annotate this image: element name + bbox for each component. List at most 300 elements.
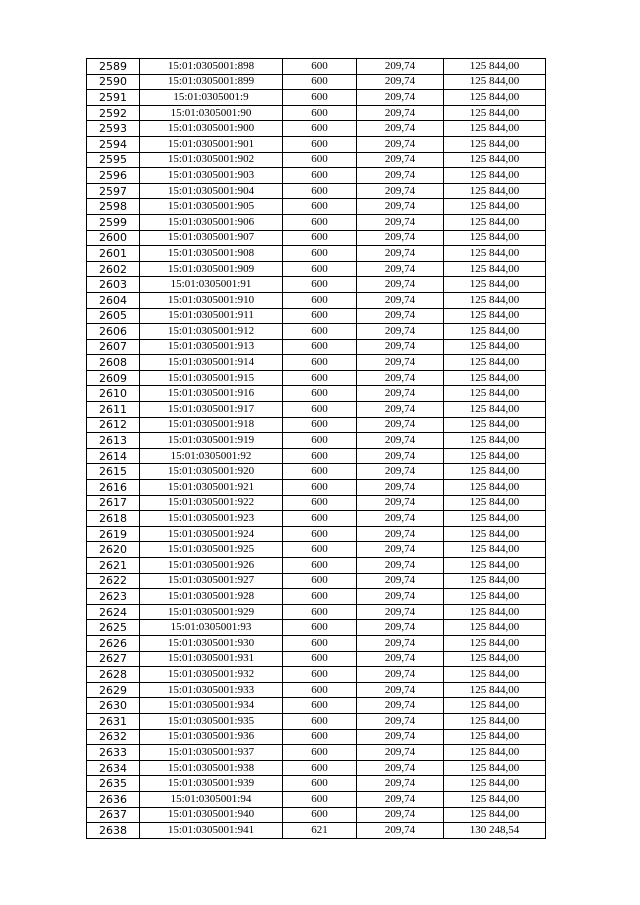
specific-value-cell: 209,74 [357,417,444,433]
row-number-cell: 2604 [87,292,140,308]
table-row [87,682,546,698]
area-cell: 600 [283,292,357,308]
specific-value-cell: 209,74 [357,620,444,636]
cadastral-value-cell: 125 844,00 [444,480,546,496]
cadastral-value-cell: 125 844,00 [444,667,546,683]
cadastral-number-cell: 15:01:0305001:907 [140,230,283,246]
cadastral-number-cell: 15:01:0305001:941 [140,823,283,839]
cadastral-number-cell: 15:01:0305001:915 [140,370,283,386]
cadastral-number-cell: 15:01:0305001:901 [140,136,283,152]
row-number-cell: 2599 [87,214,140,230]
table-row [87,152,546,168]
area-cell: 600 [283,90,357,106]
cadastral-value-cell: 125 844,00 [444,791,546,807]
row-number-cell: 2590 [87,74,140,90]
cadastral-value-cell: 125 844,00 [444,168,546,184]
row-number-cell: 2613 [87,433,140,449]
cadastral-number-cell: 15:01:0305001:940 [140,807,283,823]
cadastral-value-cell: 125 844,00 [444,604,546,620]
area-cell: 600 [283,745,357,761]
cadastral-value-cell: 125 844,00 [444,292,546,308]
specific-value-cell: 209,74 [357,214,444,230]
specific-value-cell: 209,74 [357,308,444,324]
row-number-cell: 2614 [87,448,140,464]
table-row [87,121,546,137]
table-row [87,776,546,792]
table-body [87,59,546,839]
area-cell: 600 [283,324,357,340]
area-cell: 600 [283,464,357,480]
row-number-cell: 2598 [87,199,140,215]
area-cell: 600 [283,105,357,121]
area-cell: 600 [283,589,357,605]
area-cell: 600 [283,370,357,386]
row-number-cell: 2600 [87,230,140,246]
cadastral-value-table [86,58,546,839]
row-number-cell: 2589 [87,59,140,75]
area-cell: 600 [283,635,357,651]
table-row [87,558,546,574]
table-row [87,589,546,605]
row-number-cell: 2615 [87,464,140,480]
specific-value-cell: 209,74 [357,573,444,589]
cadastral-value-cell: 125 844,00 [444,355,546,371]
cadastral-number-cell: 15:01:0305001:913 [140,339,283,355]
table-row [87,370,546,386]
row-number-cell: 2596 [87,168,140,184]
specific-value-cell: 209,74 [357,760,444,776]
row-number-cell: 2602 [87,261,140,277]
row-number-cell: 2635 [87,776,140,792]
cadastral-value-cell: 125 844,00 [444,698,546,714]
table-row [87,402,546,418]
area-cell: 600 [283,760,357,776]
specific-value-cell: 209,74 [357,745,444,761]
area-cell: 600 [283,667,357,683]
table-row [87,277,546,293]
row-number-cell: 2633 [87,745,140,761]
cadastral-number-cell: 15:01:0305001:916 [140,386,283,402]
cadastral-value-cell: 125 844,00 [444,589,546,605]
table-row [87,168,546,184]
specific-value-cell: 209,74 [357,136,444,152]
area-cell: 600 [283,511,357,527]
area-cell: 600 [283,386,357,402]
specific-value-cell: 209,74 [357,90,444,106]
cadastral-number-cell: 15:01:0305001:902 [140,152,283,168]
cadastral-number-cell: 15:01:0305001:93 [140,620,283,636]
row-number-cell: 2626 [87,635,140,651]
row-number-cell: 2619 [87,526,140,542]
area-cell: 600 [283,604,357,620]
area-cell: 600 [283,682,357,698]
area-cell: 600 [283,417,357,433]
area-cell: 600 [283,729,357,745]
cadastral-number-cell: 15:01:0305001:905 [140,199,283,215]
cadastral-value-cell: 125 844,00 [444,230,546,246]
specific-value-cell: 209,74 [357,448,444,464]
table-row [87,183,546,199]
cadastral-number-cell: 15:01:0305001:927 [140,573,283,589]
specific-value-cell: 209,74 [357,807,444,823]
row-number-cell: 2625 [87,620,140,636]
cadastral-number-cell: 15:01:0305001:903 [140,168,283,184]
table-row [87,635,546,651]
area-cell: 600 [283,246,357,262]
row-number-cell: 2630 [87,698,140,714]
cadastral-value-cell: 125 844,00 [444,246,546,262]
table-row [87,355,546,371]
cadastral-value-cell: 125 844,00 [444,136,546,152]
cadastral-value-cell: 125 844,00 [444,417,546,433]
cadastral-number-cell: 15:01:0305001:908 [140,246,283,262]
area-cell: 600 [283,168,357,184]
cadastral-value-cell: 130 248,54 [444,823,546,839]
area-cell: 600 [283,542,357,558]
cadastral-value-cell: 125 844,00 [444,511,546,527]
row-number-cell: 2629 [87,682,140,698]
cadastral-number-cell: 15:01:0305001:928 [140,589,283,605]
cadastral-number-cell: 15:01:0305001:917 [140,402,283,418]
cadastral-value-cell: 125 844,00 [444,105,546,121]
row-number-cell: 2592 [87,105,140,121]
specific-value-cell: 209,74 [357,324,444,340]
specific-value-cell: 209,74 [357,651,444,667]
cadastral-value-cell: 125 844,00 [444,542,546,558]
row-number-cell: 2637 [87,807,140,823]
area-cell: 600 [283,339,357,355]
table-row [87,464,546,480]
table-row [87,292,546,308]
table-row [87,745,546,761]
cadastral-number-cell: 15:01:0305001:912 [140,324,283,340]
area-cell: 621 [283,823,357,839]
table-row [87,713,546,729]
cadastral-value-cell: 125 844,00 [444,573,546,589]
cadastral-value-cell: 125 844,00 [444,729,546,745]
cadastral-value-cell: 125 844,00 [444,713,546,729]
cadastral-value-cell: 125 844,00 [444,339,546,355]
cadastral-value-cell: 125 844,00 [444,526,546,542]
cadastral-number-cell: 15:01:0305001:937 [140,745,283,761]
cadastral-number-cell: 15:01:0305001:914 [140,355,283,371]
area-cell: 600 [283,261,357,277]
cadastral-number-cell: 15:01:0305001:899 [140,74,283,90]
cadastral-number-cell: 15:01:0305001:9 [140,90,283,106]
row-number-cell: 2595 [87,152,140,168]
specific-value-cell: 209,74 [357,183,444,199]
table-row [87,339,546,355]
cadastral-value-cell: 125 844,00 [444,121,546,137]
specific-value-cell: 209,74 [357,152,444,168]
area-cell: 600 [283,199,357,215]
cadastral-number-cell: 15:01:0305001:935 [140,713,283,729]
table-row [87,604,546,620]
table-row [87,667,546,683]
cadastral-number-cell: 15:01:0305001:909 [140,261,283,277]
cadastral-number-cell: 15:01:0305001:934 [140,698,283,714]
area-cell: 600 [283,573,357,589]
cadastral-number-cell: 15:01:0305001:929 [140,604,283,620]
row-number-cell: 2612 [87,417,140,433]
table-row [87,417,546,433]
table-row [87,90,546,106]
cadastral-number-cell: 15:01:0305001:910 [140,292,283,308]
specific-value-cell: 209,74 [357,433,444,449]
table-row [87,324,546,340]
area-cell: 600 [283,558,357,574]
cadastral-number-cell: 15:01:0305001:91 [140,277,283,293]
cadastral-value-cell: 125 844,00 [444,370,546,386]
specific-value-cell: 209,74 [357,823,444,839]
area-cell: 600 [283,807,357,823]
specific-value-cell: 209,74 [357,635,444,651]
cadastral-value-cell: 125 844,00 [444,214,546,230]
cadastral-value-cell: 125 844,00 [444,277,546,293]
area-cell: 600 [283,402,357,418]
table-row [87,620,546,636]
table-row [87,807,546,823]
row-number-cell: 2594 [87,136,140,152]
table-row [87,214,546,230]
area-cell: 600 [283,791,357,807]
row-number-cell: 2617 [87,495,140,511]
table-row [87,526,546,542]
cadastral-number-cell: 15:01:0305001:906 [140,214,283,230]
row-number-cell: 2621 [87,558,140,574]
table-row [87,823,546,839]
area-cell: 600 [283,713,357,729]
table-row [87,542,546,558]
table-row [87,246,546,262]
specific-value-cell: 209,74 [357,511,444,527]
table-row [87,230,546,246]
cadastral-number-cell: 15:01:0305001:90 [140,105,283,121]
cadastral-number-cell: 15:01:0305001:932 [140,667,283,683]
row-number-cell: 2593 [87,121,140,137]
specific-value-cell: 209,74 [357,168,444,184]
table-row [87,729,546,745]
cadastral-value-cell: 125 844,00 [444,745,546,761]
cadastral-value-cell: 125 844,00 [444,760,546,776]
area-cell: 600 [283,121,357,137]
table-row [87,511,546,527]
specific-value-cell: 209,74 [357,230,444,246]
specific-value-cell: 209,74 [357,105,444,121]
area-cell: 600 [283,698,357,714]
row-number-cell: 2606 [87,324,140,340]
cadastral-value-cell: 125 844,00 [444,74,546,90]
specific-value-cell: 209,74 [357,464,444,480]
area-cell: 600 [283,495,357,511]
cadastral-number-cell: 15:01:0305001:924 [140,526,283,542]
table-row [87,199,546,215]
cadastral-value-cell: 125 844,00 [444,776,546,792]
row-number-cell: 2618 [87,511,140,527]
specific-value-cell: 209,74 [357,526,444,542]
row-number-cell: 2638 [87,823,140,839]
cadastral-value-cell: 125 844,00 [444,464,546,480]
cadastral-number-cell: 15:01:0305001:920 [140,464,283,480]
specific-value-cell: 209,74 [357,604,444,620]
area-cell: 600 [283,526,357,542]
table-row [87,495,546,511]
cadastral-number-cell: 15:01:0305001:930 [140,635,283,651]
cadastral-value-cell: 125 844,00 [444,402,546,418]
cadastral-number-cell: 15:01:0305001:938 [140,760,283,776]
table-row [87,136,546,152]
area-cell: 600 [283,355,357,371]
table-row [87,433,546,449]
row-number-cell: 2607 [87,339,140,355]
cadastral-value-cell: 125 844,00 [444,807,546,823]
row-number-cell: 2601 [87,246,140,262]
specific-value-cell: 209,74 [357,386,444,402]
cadastral-number-cell: 15:01:0305001:94 [140,791,283,807]
area-cell: 600 [283,74,357,90]
row-number-cell: 2608 [87,355,140,371]
specific-value-cell: 209,74 [357,495,444,511]
table-row [87,651,546,667]
row-number-cell: 2623 [87,589,140,605]
area-cell: 600 [283,214,357,230]
cadastral-number-cell: 15:01:0305001:923 [140,511,283,527]
area-cell: 600 [283,136,357,152]
specific-value-cell: 209,74 [357,698,444,714]
table-row [87,261,546,277]
row-number-cell: 2597 [87,183,140,199]
row-number-cell: 2634 [87,760,140,776]
area-cell: 600 [283,230,357,246]
row-number-cell: 2631 [87,713,140,729]
cadastral-value-cell: 125 844,00 [444,558,546,574]
area-cell: 600 [283,152,357,168]
cadastral-number-cell: 15:01:0305001:922 [140,495,283,511]
row-number-cell: 2622 [87,573,140,589]
cadastral-value-cell: 125 844,00 [444,324,546,340]
specific-value-cell: 209,74 [357,59,444,75]
cadastral-value-cell: 125 844,00 [444,90,546,106]
cadastral-number-cell: 15:01:0305001:921 [140,480,283,496]
row-number-cell: 2632 [87,729,140,745]
cadastral-value-cell: 125 844,00 [444,183,546,199]
specific-value-cell: 209,74 [357,402,444,418]
cadastral-number-cell: 15:01:0305001:904 [140,183,283,199]
row-number-cell: 2620 [87,542,140,558]
area-cell: 600 [283,59,357,75]
specific-value-cell: 209,74 [357,480,444,496]
cadastral-value-cell: 125 844,00 [444,651,546,667]
specific-value-cell: 209,74 [357,667,444,683]
specific-value-cell: 209,74 [357,776,444,792]
cadastral-number-cell: 15:01:0305001:926 [140,558,283,574]
specific-value-cell: 209,74 [357,199,444,215]
area-cell: 600 [283,480,357,496]
specific-value-cell: 209,74 [357,729,444,745]
cadastral-number-cell: 15:01:0305001:898 [140,59,283,75]
cadastral-number-cell: 15:01:0305001:92 [140,448,283,464]
specific-value-cell: 209,74 [357,589,444,605]
area-cell: 600 [283,433,357,449]
cadastral-value-cell: 125 844,00 [444,682,546,698]
cadastral-number-cell: 15:01:0305001:900 [140,121,283,137]
cadastral-value-cell: 125 844,00 [444,620,546,636]
table-row [87,573,546,589]
cadastral-value-cell: 125 844,00 [444,152,546,168]
row-number-cell: 2591 [87,90,140,106]
cadastral-number-cell: 15:01:0305001:919 [140,433,283,449]
area-cell: 600 [283,448,357,464]
cadastral-value-cell: 125 844,00 [444,635,546,651]
cadastral-value-cell: 125 844,00 [444,199,546,215]
cadastral-number-cell: 15:01:0305001:918 [140,417,283,433]
row-number-cell: 2610 [87,386,140,402]
specific-value-cell: 209,74 [357,713,444,729]
specific-value-cell: 209,74 [357,74,444,90]
cadastral-value-cell: 125 844,00 [444,495,546,511]
area-cell: 600 [283,277,357,293]
row-number-cell: 2605 [87,308,140,324]
cadastral-number-cell: 15:01:0305001:911 [140,308,283,324]
specific-value-cell: 209,74 [357,791,444,807]
table-row [87,308,546,324]
cadastral-number-cell: 15:01:0305001:925 [140,542,283,558]
specific-value-cell: 209,74 [357,542,444,558]
specific-value-cell: 209,74 [357,339,444,355]
table-row [87,480,546,496]
cadastral-value-cell: 125 844,00 [444,308,546,324]
specific-value-cell: 209,74 [357,121,444,137]
row-number-cell: 2616 [87,480,140,496]
table-row [87,74,546,90]
specific-value-cell: 209,74 [357,261,444,277]
table-row [87,698,546,714]
cadastral-number-cell: 15:01:0305001:939 [140,776,283,792]
area-cell: 600 [283,776,357,792]
cadastral-number-cell: 15:01:0305001:936 [140,729,283,745]
row-number-cell: 2628 [87,667,140,683]
cadastral-number-cell: 15:01:0305001:933 [140,682,283,698]
cadastral-value-cell: 125 844,00 [444,433,546,449]
cadastral-number-cell: 15:01:0305001:931 [140,651,283,667]
table-row [87,791,546,807]
cadastral-value-cell: 125 844,00 [444,386,546,402]
row-number-cell: 2611 [87,402,140,418]
area-cell: 600 [283,308,357,324]
specific-value-cell: 209,74 [357,355,444,371]
area-cell: 600 [283,183,357,199]
row-number-cell: 2627 [87,651,140,667]
row-number-cell: 2624 [87,604,140,620]
table-row [87,59,546,75]
specific-value-cell: 209,74 [357,277,444,293]
table-row [87,448,546,464]
area-cell: 600 [283,620,357,636]
table-row [87,105,546,121]
row-number-cell: 2609 [87,370,140,386]
table-row [87,760,546,776]
row-number-cell: 2636 [87,791,140,807]
specific-value-cell: 209,74 [357,682,444,698]
cadastral-value-cell: 125 844,00 [444,448,546,464]
row-number-cell: 2603 [87,277,140,293]
cadastral-value-cell: 125 844,00 [444,261,546,277]
specific-value-cell: 209,74 [357,370,444,386]
specific-value-cell: 209,74 [357,558,444,574]
cadastral-value-cell: 125 844,00 [444,59,546,75]
specific-value-cell: 209,74 [357,246,444,262]
area-cell: 600 [283,651,357,667]
